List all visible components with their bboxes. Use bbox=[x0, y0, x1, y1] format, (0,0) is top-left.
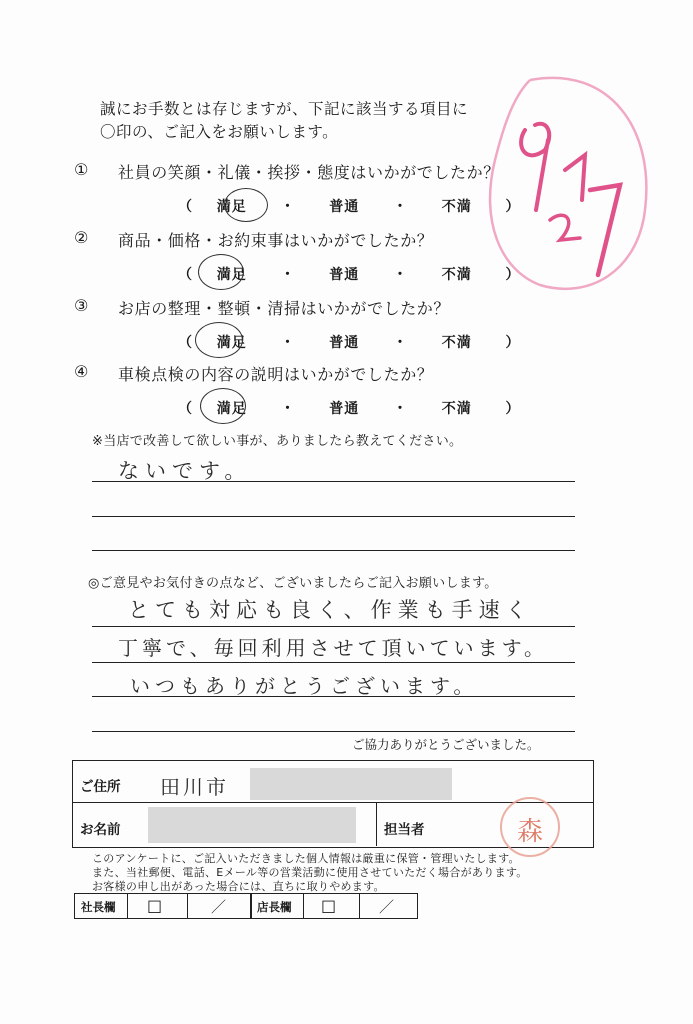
privacy-line-1: このアンケートに、ご記入いただきました個人情報は厳重に保管・管理いたします。 bbox=[92, 852, 520, 865]
cell-divider bbox=[303, 894, 304, 918]
option-normal[interactable]: 普通 bbox=[329, 335, 360, 351]
manager-check-mark: ／ bbox=[379, 898, 395, 916]
cell-divider bbox=[359, 894, 360, 918]
opinion-line-3[interactable]: いつもありがとうございます。 bbox=[130, 674, 479, 698]
question-1-text: 社員の笑顔・礼儀・挨拶・態度はいかがでしたか？ bbox=[118, 163, 500, 182]
option-satisfied[interactable]: 満足 bbox=[216, 199, 247, 215]
staff-stamp-text: 森 bbox=[516, 817, 543, 847]
option-normal[interactable]: 普通 bbox=[329, 199, 360, 215]
question-3-options: （ 満足 ・ 普通 ・ 不満 ） bbox=[178, 332, 521, 352]
address-label: ご住所 bbox=[80, 779, 121, 795]
president-check-mark: ／ bbox=[211, 898, 227, 916]
improvement-prompt: ※当店で改善して欲しい事が、ありましたら教えてください。 bbox=[92, 434, 463, 449]
answer-circle-4 bbox=[200, 388, 246, 424]
option-dissatisfied[interactable]: 不満 bbox=[441, 335, 472, 351]
question-4-number: ④ bbox=[74, 362, 89, 381]
opinion-line-2[interactable]: 丁寧で、毎回利用させて頂いています。 bbox=[118, 636, 548, 660]
option-satisfied[interactable]: 満足 bbox=[216, 267, 247, 283]
option-normal[interactable]: 普通 bbox=[329, 401, 360, 417]
name-label: お名前 bbox=[80, 822, 121, 838]
option-satisfied[interactable]: 満足 bbox=[216, 401, 247, 417]
question-4-options: （ 満足 ・ 普通 ・ 不満 ） bbox=[178, 398, 521, 418]
answer-circle-1 bbox=[224, 188, 268, 222]
intro-line-2: 〇印の、ご記入をお願いします。 bbox=[100, 123, 339, 141]
privacy-line-3: お客様の申し出があった場合には、直ちに取りやめます。 bbox=[92, 880, 385, 893]
answer-line bbox=[92, 626, 575, 627]
answer-circle-2 bbox=[198, 254, 244, 290]
answer-line bbox=[92, 731, 575, 732]
improvement-answer[interactable]: ないです。 bbox=[118, 459, 252, 483]
president-check-box bbox=[74, 893, 252, 919]
answer-line bbox=[92, 662, 575, 663]
intro-line-1: 誠にお手数とは存じますが、下記に該当する項目に bbox=[100, 100, 469, 118]
cell-divider bbox=[187, 894, 188, 918]
question-2-options: （ 満足 ・ 普通 ・ 不満 ） bbox=[178, 264, 521, 284]
manager-check-label: 店長欄 bbox=[257, 900, 292, 914]
option-dissatisfied[interactable]: 不満 bbox=[441, 267, 472, 283]
staff-stamp bbox=[500, 797, 560, 857]
answer-line bbox=[92, 696, 575, 697]
staff-label: 担当者 bbox=[384, 822, 425, 838]
president-check-label: 社長欄 bbox=[81, 900, 116, 914]
address-value[interactable]: 田川市 bbox=[160, 775, 229, 799]
question-2-text: 商品・価格・お約束事はいかがでしたか？ bbox=[118, 231, 434, 250]
answer-circle-3 bbox=[195, 322, 243, 358]
cell-divider bbox=[127, 894, 128, 918]
question-3-text: お店の整理・整頓・清掃はいかがでしたか？ bbox=[118, 299, 451, 318]
president-checkbox[interactable]: □ bbox=[147, 896, 163, 915]
thanks-text: ご協力ありがとうございました。 bbox=[352, 737, 540, 752]
name-redacted bbox=[148, 807, 356, 843]
question-1-number: ① bbox=[74, 160, 89, 179]
option-dissatisfied[interactable]: 不満 bbox=[441, 401, 472, 417]
privacy-line-2: また、当社郵便、電話、Eメール等の営業活動に使用させていただく場合があります。 bbox=[92, 866, 528, 879]
question-1-options: （ 満足 ・ 普通 ・ 不満 ） bbox=[178, 196, 521, 216]
question-3-number: ③ bbox=[74, 296, 89, 315]
opinions-prompt: ◎ご意見やお気付きの点など、ございましたらご記入お願いします。 bbox=[88, 576, 498, 591]
address-redacted bbox=[250, 768, 452, 800]
option-dissatisfied[interactable]: 不満 bbox=[441, 199, 472, 215]
answer-line bbox=[92, 481, 575, 482]
answer-line bbox=[92, 550, 575, 551]
manager-check-box bbox=[250, 893, 418, 919]
opinion-line-1[interactable]: とても対応も良く、作業も手速く bbox=[128, 598, 533, 622]
answer-line bbox=[92, 516, 575, 517]
option-satisfied[interactable]: 満足 bbox=[216, 335, 247, 351]
option-normal[interactable]: 普通 bbox=[329, 267, 360, 283]
question-4-text: 車検点検の内容の説明はいかがでしたか？ bbox=[118, 365, 434, 384]
box-divider bbox=[376, 803, 377, 846]
manager-checkbox[interactable]: □ bbox=[321, 896, 337, 915]
question-2-number: ② bbox=[74, 228, 89, 247]
